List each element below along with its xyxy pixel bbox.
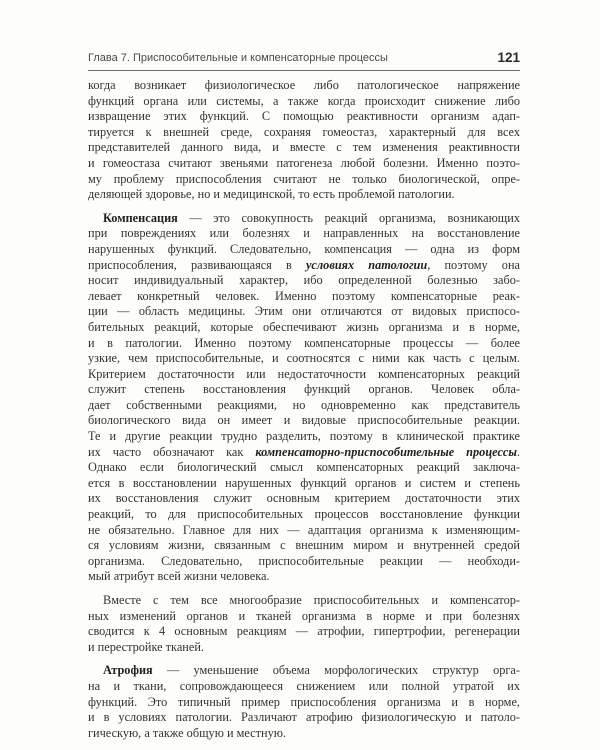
text-line: дает собственными реакциями, но одновременно как представитель: [88, 397, 520, 412]
text-line: не обязательно. Главное для них — адаптация организма к изменяющим-: [88, 522, 520, 537]
text-line: Критерием достаточности или недостаточности компенсаторных реакций: [88, 366, 520, 381]
text-run: их часто обозначают как: [88, 444, 256, 459]
text-line: носит индивидуальный характер, ибо определенной болезнью забо-: [88, 273, 520, 288]
text-line: левает конкретный человек. Именно поэтому компенсаторные реак-: [88, 288, 520, 303]
text-run: приспособления, развивающаяся в: [88, 257, 306, 272]
emphasis-pathology-conditions: условиях патологии: [305, 257, 428, 272]
text-line: [88, 258, 520, 274]
text-line: ся условиям жизни, связанным с внешним миром и внутренней средой: [88, 538, 520, 553]
text-line: деляющей здоровье, но и медицинской, то есть проблемой патологии.: [88, 187, 455, 202]
text-line: [88, 663, 520, 679]
text-line: когда возникает физиологическое либо патологическое напряжение: [88, 78, 520, 92]
text-line: бительных реакций, которые обеспечивают жизнь организма и в норме,: [88, 319, 520, 334]
text-run: — уменьшение объема морфологических структур орга-: [152, 663, 520, 678]
text-line: их восстановления служит основным критерием достаточности этих: [88, 491, 520, 506]
text-line: му проблему приспособления считают не только биологической, опре-: [88, 171, 520, 186]
text-line: Однако если биологический смысл компенсаторных реакций заключа-: [88, 460, 520, 475]
running-header: [88, 50, 520, 71]
text-line: узкие, чем приспособительные, и соотносятся с ними как часть с целым.: [88, 351, 520, 366]
text-line: [88, 445, 520, 461]
text-line: извращение этих функций. С помощью реактивности организм адап-: [88, 109, 520, 124]
emphasis-compensatory-processes: компенсаторно-приспособительные процессы: [255, 444, 517, 459]
term-compensation: Компенсация: [103, 210, 178, 225]
text-line: на и ткани, сопровождающееся снижением или полной утратой их: [88, 678, 520, 693]
text-line: [88, 211, 520, 227]
paragraph-reactivity: [88, 78, 520, 203]
text-line: реакций, то для приспособительных процессов восстановление функции: [88, 507, 520, 522]
text-line: и в условиях патологии. Различают атрофию физиологическую и патоло-: [88, 710, 520, 725]
text-line: организма. Следовательно, приспособительные реакции — необходи-: [88, 553, 520, 568]
text-line: ных изменений органов и тканей организма в норме и при болезнях: [88, 608, 520, 623]
text-line: Вместе с тем все многообразие приспособительных и компенсатор-: [103, 593, 520, 607]
text-line: и в патологии. Именно поэтому компенсаторные процессы — более: [88, 335, 520, 350]
text-line: ции — область медицины. Этим они отличаются от видовых приспосо-: [88, 304, 520, 319]
text-line: биологического вида он имеет и видовые приспособительные реакции.: [88, 413, 520, 428]
body-text: [88, 78, 520, 741]
text-line: тируется к внешней среде, сохраняя гомеостаз, характерный для всех: [88, 124, 520, 139]
text-line: мый атрибут всей жизни человека.: [88, 569, 270, 584]
text-line: и перестройке тканей.: [88, 639, 204, 654]
text-line: гическую, а также общую и местную.: [88, 725, 286, 740]
paragraph-atrophy: [88, 663, 520, 741]
text-run: , поэтому она: [427, 257, 520, 272]
paragraph-compensation: [88, 211, 520, 585]
text-line: Те и другие реакции трудно разделить, поэтому в клинической практике: [88, 429, 520, 444]
text-line: представителей данного вида, и вместе с тем изменения реактивности: [88, 140, 520, 155]
text-line: при повреждениях или болезнях и направленных на восстановление: [88, 226, 520, 241]
text-line: функций органа или системы, а также когда происходит снижение либо: [88, 93, 520, 108]
text-line: сводится к 4 основным реакциям — атрофии, гипертрофии, регенерации: [88, 624, 520, 639]
paragraph-four-reactions: [88, 593, 520, 655]
text-line: ется в восстановлении нарушенных функций органов и систем и степень: [88, 475, 520, 490]
text-line: служит степень восстановления функций органов. Человек обла-: [88, 382, 520, 397]
text-run: .: [516, 444, 520, 459]
text-line: функций. Это типичный пример приспособления организма и в норме,: [88, 694, 520, 709]
term-atrophy: Атрофия: [103, 663, 153, 678]
text-line: нарушенных функций. Следовательно, компенсация — одна из форм: [88, 241, 520, 256]
text-line: и гомеостаза считают звеньями патогенеза любой болезни. Именно поэто-: [88, 155, 520, 170]
chapter-title: Глава 7. Приспособительные и компенсаторные процессы: [88, 52, 388, 64]
text-run: — это совокупность реакций организма, возникающих: [177, 210, 520, 225]
page-number: 121: [497, 50, 520, 65]
